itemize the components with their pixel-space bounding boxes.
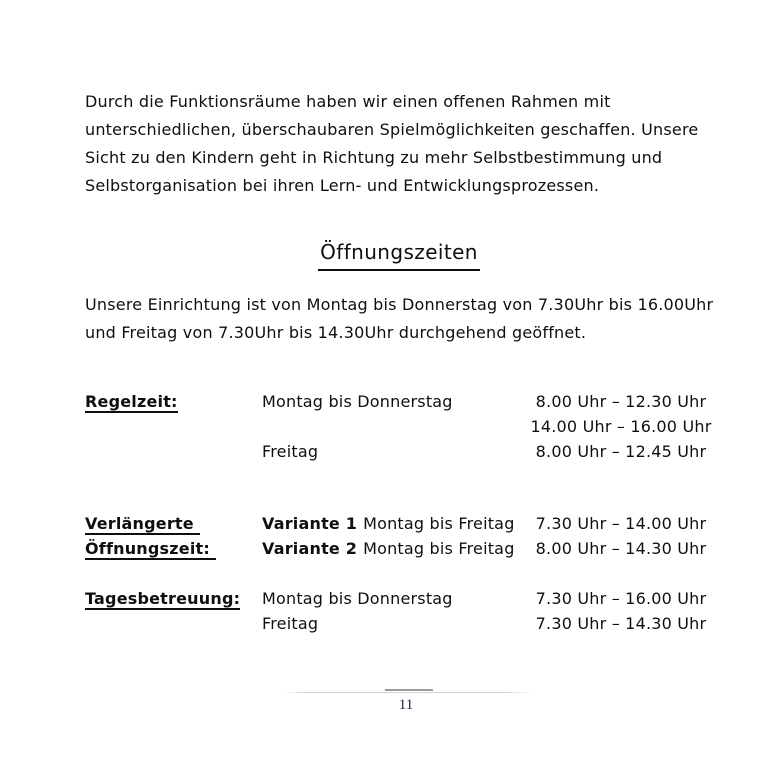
variant-label: Variante 1 — [262, 514, 358, 533]
schedule-regelzeit — [85, 392, 732, 467]
paragraph-line: Durch die Funktionsräume haben wir einen offenen Rahmen mit — [85, 92, 611, 111]
page-number: 11 — [398, 697, 414, 713]
schedule-time: 8.00 Uhr – 14.30 Uhr — [535, 539, 707, 558]
schedule-time: 14.00 Uhr – 16.00 Uhr — [530, 417, 712, 436]
section-heading: Öffnungszeiten — [318, 236, 480, 271]
schedule-label-cell — [85, 442, 262, 467]
schedule-label: Verlängerte — [85, 514, 200, 533]
schedule-label: Regelzeit: — [85, 392, 178, 411]
hours-paragraph — [85, 291, 713, 347]
paragraph-line: und Freitag von 7.30Uhr bis 14.30Uhr durchgehend geöffnet. — [85, 323, 587, 342]
paragraph-line: unterschiedlichen, überschaubaren Spielmöglichkeiten geschaffen. Unsere — [85, 120, 699, 139]
intro-paragraph — [85, 88, 698, 200]
schedule-label-cell — [85, 539, 262, 564]
schedule-verlaengerte — [85, 514, 732, 564]
schedule-day — [262, 539, 515, 564]
schedule-label: Öffnungszeit: — [85, 539, 216, 558]
schedule-day: Montag bis Donnerstag — [262, 589, 453, 608]
paragraph-line: Unsere Einrichtung ist von Montag bis Donnerstag von 7.30Uhr bis 16.00Uhr — [85, 295, 714, 314]
schedule-time: 8.00 Uhr – 12.45 Uhr — [535, 442, 707, 461]
schedule-label-cell — [85, 614, 262, 639]
schedule-time: 7.30 Uhr – 14.30 Uhr — [535, 614, 707, 633]
schedule-day — [262, 514, 515, 539]
variant-label: Variante 2 — [262, 539, 358, 558]
schedule-label: Tagesbetreuung: — [85, 589, 241, 608]
schedule-day-text: Montag bis Freitag — [363, 514, 515, 533]
schedule-tagesbetreuung — [85, 589, 732, 639]
schedule-day — [262, 417, 510, 442]
schedule-label-cell — [85, 514, 262, 539]
footnote-separator-line — [385, 689, 433, 691]
schedule-label-cell — [85, 589, 262, 614]
schedule-label-cell — [85, 417, 262, 442]
paragraph-line: Selbstorganisation bei ihren Lern- und Entwicklungsprozessen. — [85, 176, 600, 195]
schedule-day-text: Montag bis Freitag — [363, 539, 515, 558]
section-heading-wrap — [85, 236, 713, 271]
schedule-day: Freitag — [262, 614, 319, 633]
schedule-day: Freitag — [262, 442, 319, 461]
schedule-time: 7.30 Uhr – 14.00 Uhr — [535, 514, 707, 533]
footer-rule-line — [281, 692, 533, 693]
schedule-day: Montag bis Donnerstag — [262, 392, 453, 411]
paragraph-line: Sicht zu den Kindern geht in Richtung zu mehr Selbstbestimmung und — [85, 148, 663, 167]
schedule-time: 7.30 Uhr – 16.00 Uhr — [535, 589, 707, 608]
schedule-label-cell — [85, 392, 262, 417]
schedule-time: 8.00 Uhr – 12.30 Uhr — [535, 392, 707, 411]
